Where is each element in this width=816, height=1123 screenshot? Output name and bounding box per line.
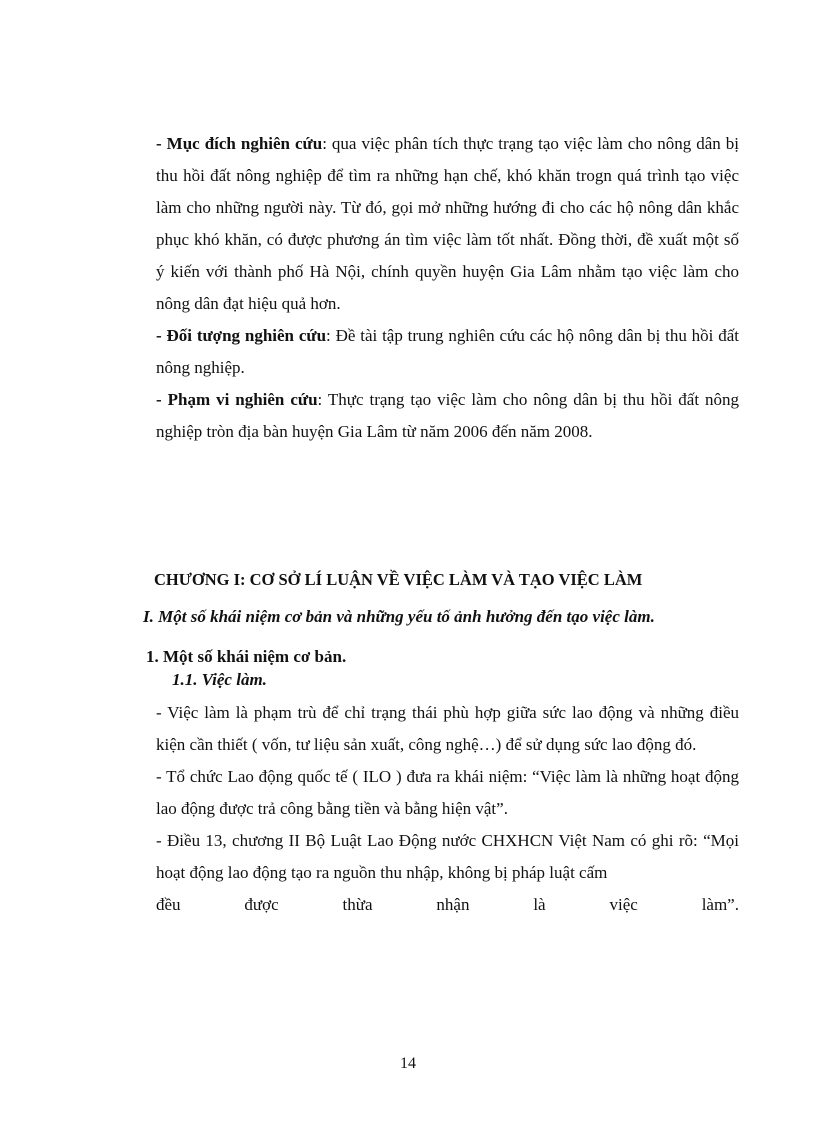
body-section (156, 697, 739, 921)
body-paragraph-last-line (156, 889, 739, 921)
subsubsection-title: 1.1. Việc làm. (172, 670, 267, 689)
research-object-text: : Đề tài tập trung nghiên cứu các hộ nông dân bị thu hồi đất nông nghiệp. (156, 326, 739, 377)
last-line-word: được (244, 895, 279, 914)
research-object-paragraph (156, 320, 739, 384)
body-paragraph-ilo: - Tổ chức Lao động quốc tế ( ILO ) đưa ra khái niệm: “Việc làm là những hoạt động lao động được trả công bằng tiền và bằng hiện vật”. (156, 767, 739, 818)
research-purpose-paragraph (156, 128, 739, 320)
section-title: I. Một số khái niệm cơ bản và những yếu tố ảnh hưởng đến tạo việc làm. (143, 607, 655, 626)
research-scope-paragraph (156, 384, 739, 448)
last-line-word: nhận (436, 895, 470, 914)
research-purpose-text: : qua việc phân tích thực trạng tạo việc làm cho nông dân bị thu hồi đất nông nghiệp để tìm ra những hạn chế, khó khăn trogn quá trình tạo việc làm cho những người này. Từ đó, gọi mở những hướng đi cho các hộ nông dân khắc phục khó khăn, có được phương án tìm việc làm tốt nhất. Đồng thời, đề xuất một số ý kiến với thành phố Hà Nội, chính quyền huyện Gia Lâm nhằm tạo việc làm cho nông dân đạt hiệu quả hơn. (156, 134, 739, 313)
last-line-word: thừa (342, 895, 373, 914)
intro-section (156, 128, 739, 448)
chapter-title: CHƯƠNG I: CƠ SỞ LÍ LUẬN VỀ VIỆC LÀM VÀ TẠO VIỆC LÀM (154, 570, 643, 589)
research-scope-text: : Thực trạng tạo việc làm cho nông dân bị thu hồi đất nông nghiệp tròn địa bàn huyện Gia Lâm từ năm 2006 đến năm 2008. (156, 390, 740, 441)
research-scope-label: - Phạm vi nghiên cứu (156, 390, 318, 409)
body-paragraph-employment: - Việc làm là phạm trù để chỉ trạng thái phù hợp giữa sức lao động và những điều kiện cần thiết ( vốn, tư liệu sản xuất, công nghệ…) để sử dụng sức lao động đó. (156, 703, 739, 754)
page-number: 14 (400, 1055, 416, 1072)
subsection-title: 1. Một số khái niệm cơ bản. (146, 647, 347, 666)
last-line-word: việc (609, 895, 638, 914)
last-line-word: là (533, 895, 546, 914)
last-line-word: làm”. (701, 895, 739, 914)
research-object-label: - Đối tượng nghiên cứu (156, 326, 327, 345)
last-line-word: đều (156, 895, 181, 914)
body-paragraph-labor-code: - Điều 13, chương II Bộ Luật Lao Động nước CHXHCN Việt Nam có ghi rõ: “Mọi hoạt động lao động tạo ra nguồn thu nhập, không bị pháp luật cấm (156, 831, 739, 882)
research-purpose-label: - Mục đích nghiên cứu (156, 134, 323, 153)
